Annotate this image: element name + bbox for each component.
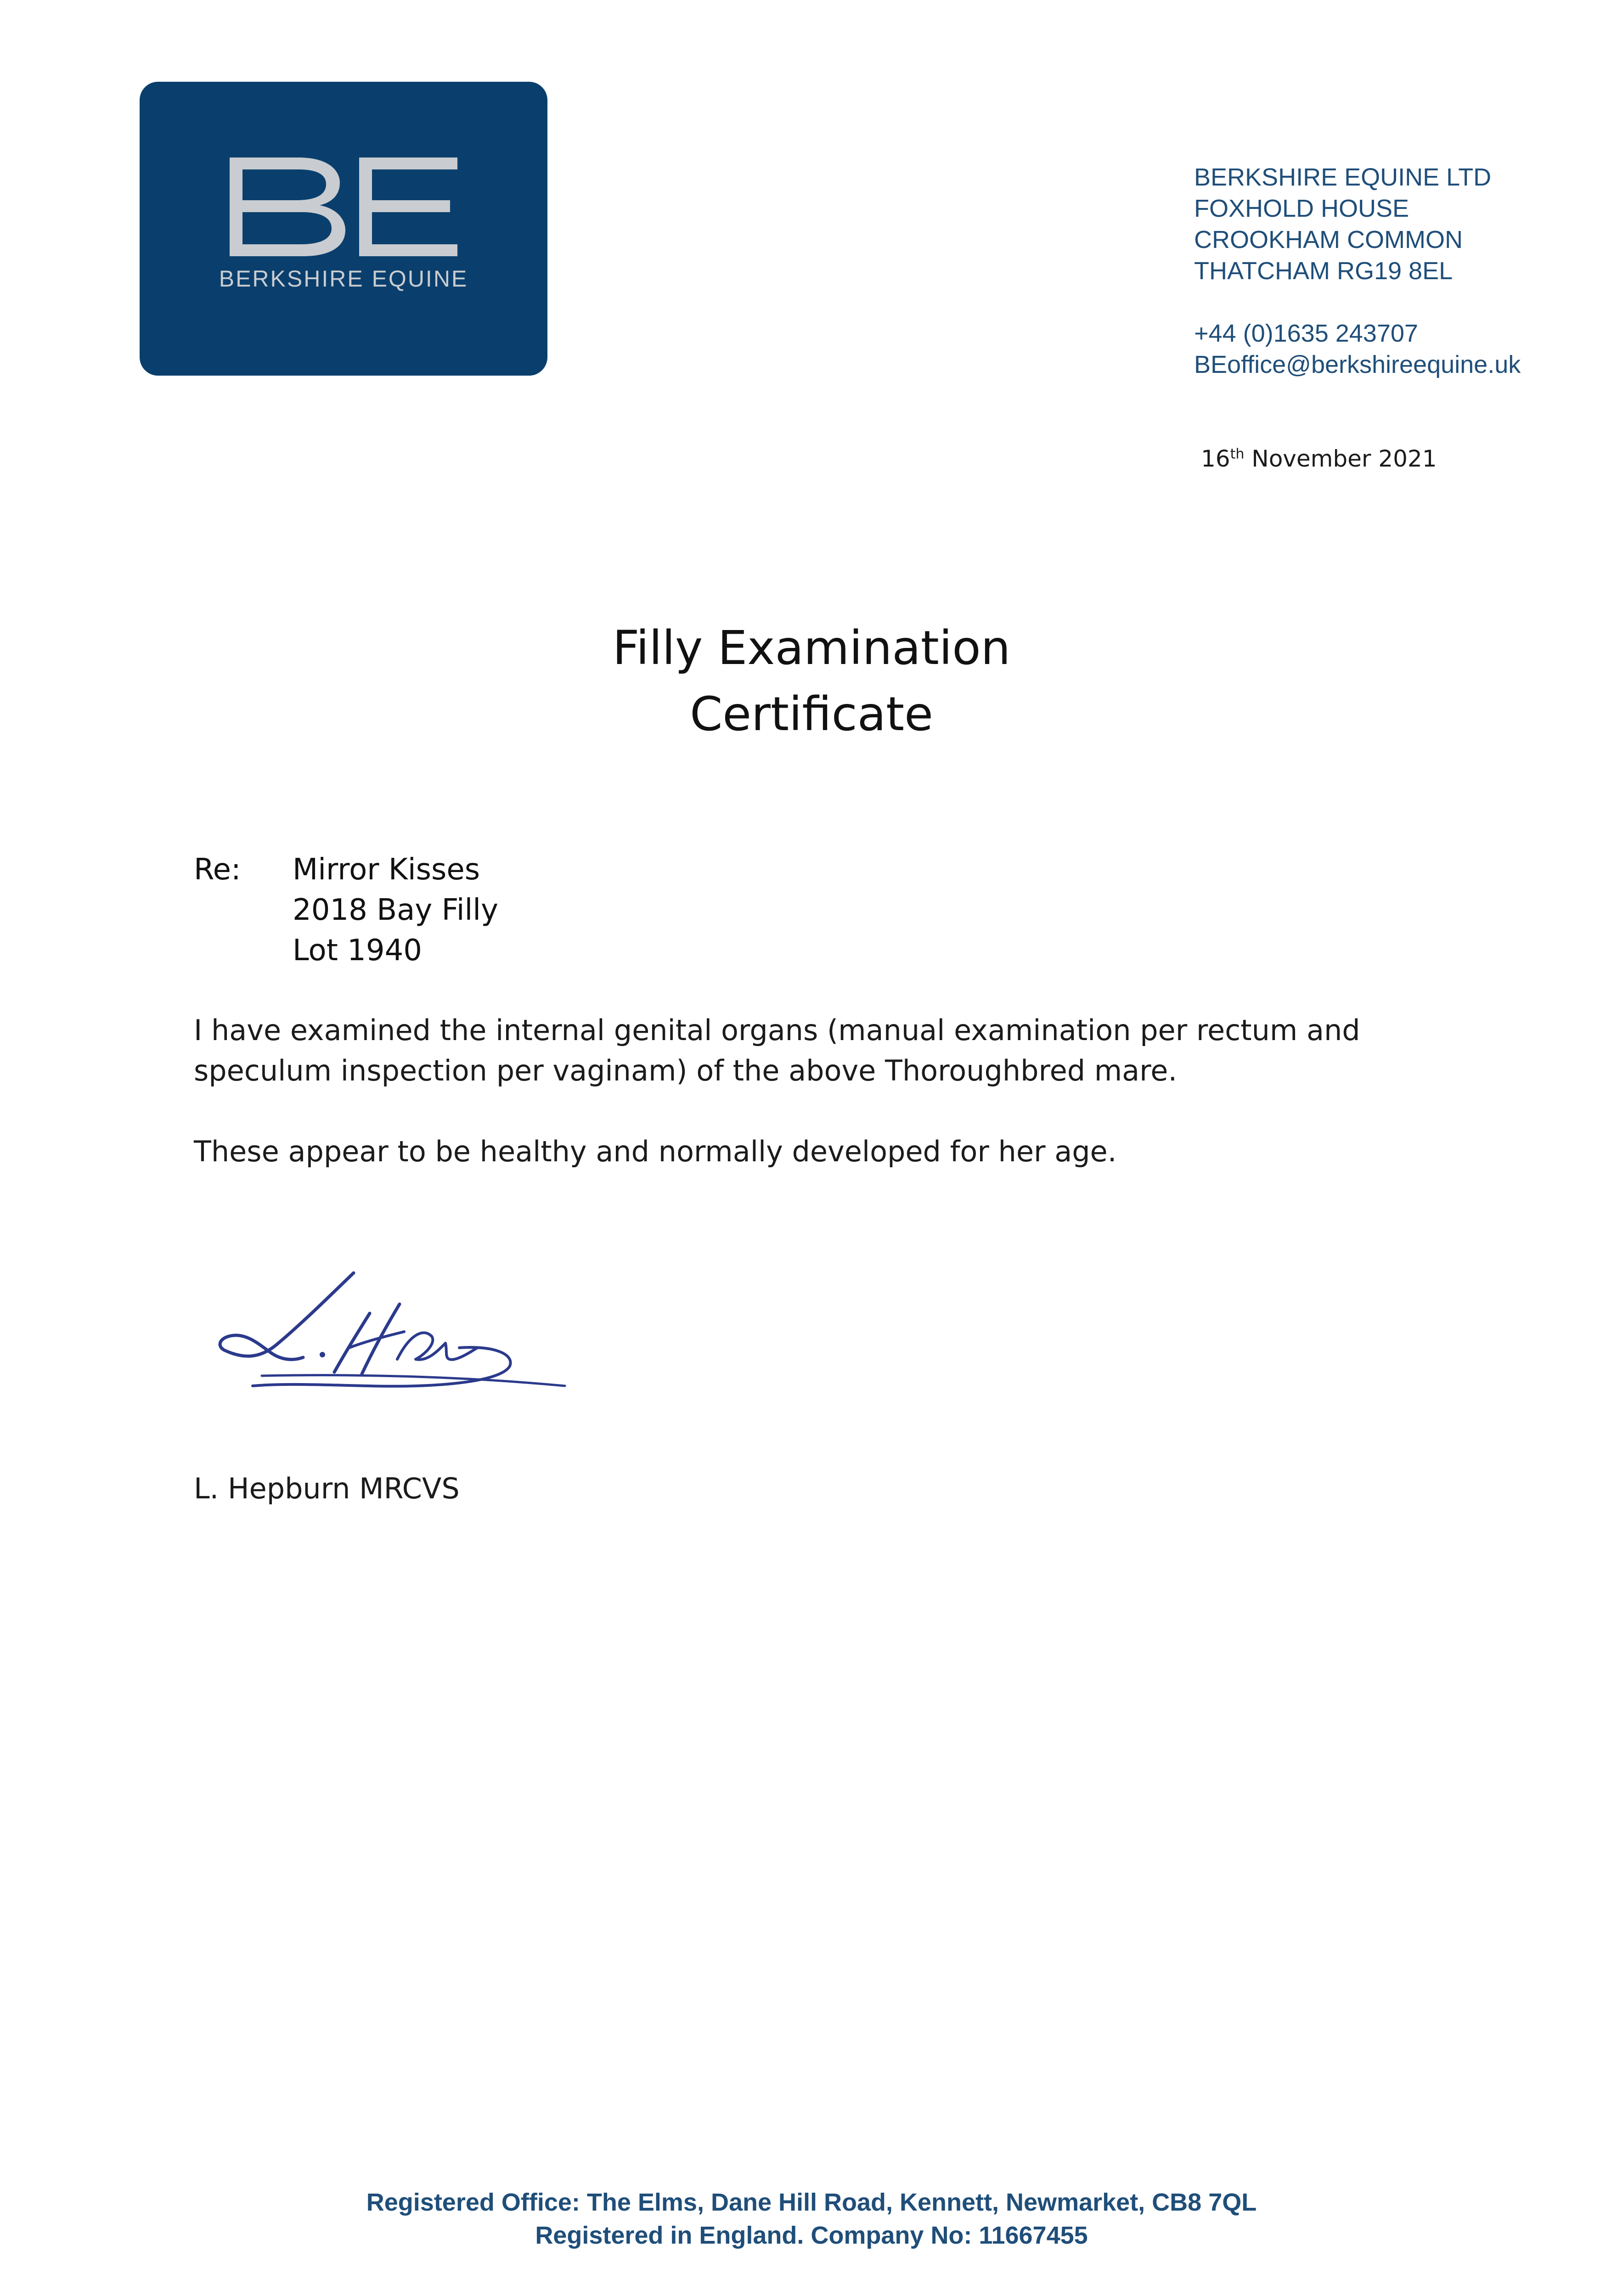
letter-date (1201, 445, 1437, 472)
document-title (0, 615, 1623, 748)
phone-number: +44 (0)1635 243707 (1194, 320, 1418, 347)
title-line-1: Filly Examination (612, 621, 1011, 675)
address-line: CROOKHAM COMMON (1194, 226, 1463, 253)
be-logo-mark (230, 158, 457, 256)
address-line: FOXHOLD HOUSE (1194, 195, 1409, 222)
examination-conclusion: These appear to be healthy and normally developed for her age. (194, 1135, 1117, 1168)
signer-name: L. Hepburn MRCVS (194, 1472, 460, 1505)
re-label: Re: (194, 853, 241, 887)
company-address (1194, 162, 1521, 380)
date-month-year: November 2021 (1244, 445, 1437, 472)
certificate-body (194, 1010, 1443, 1212)
subject-details (293, 850, 498, 971)
registered-office: Registered Office: The Elms, Dane Hill Road, Kennett, Newmarket, CB8 7QL (366, 2189, 1257, 2216)
address-line: BERKSHIRE EQUINE LTD (1194, 163, 1492, 191)
company-logo (140, 82, 547, 376)
examination-statement: I have examined the internal genital organs (manual examination per rectum and speculum inspection per vaginam) of the above Thoroughbred mare. (194, 1013, 1360, 1087)
date-day: 16 (1201, 445, 1230, 472)
address-line: THATCHAM RG19 8EL (1194, 257, 1453, 285)
company-registration: Registered in England. Company No: 11667455 (535, 2222, 1088, 2249)
date-suffix: th (1230, 446, 1245, 462)
email-address: BEoffice@berkshireequine.uk (1194, 351, 1521, 378)
handwritten-signature (216, 1267, 592, 1424)
title-line-2: Certificate (690, 687, 933, 742)
horse-description: 2018 Bay Filly (293, 893, 498, 927)
logo-company-name: BERKSHIRE EQUINE (219, 266, 468, 292)
horse-name: Mirror Kisses (293, 853, 480, 887)
lot-number: Lot 1940 (293, 934, 422, 968)
registration-footer (0, 2186, 1623, 2252)
